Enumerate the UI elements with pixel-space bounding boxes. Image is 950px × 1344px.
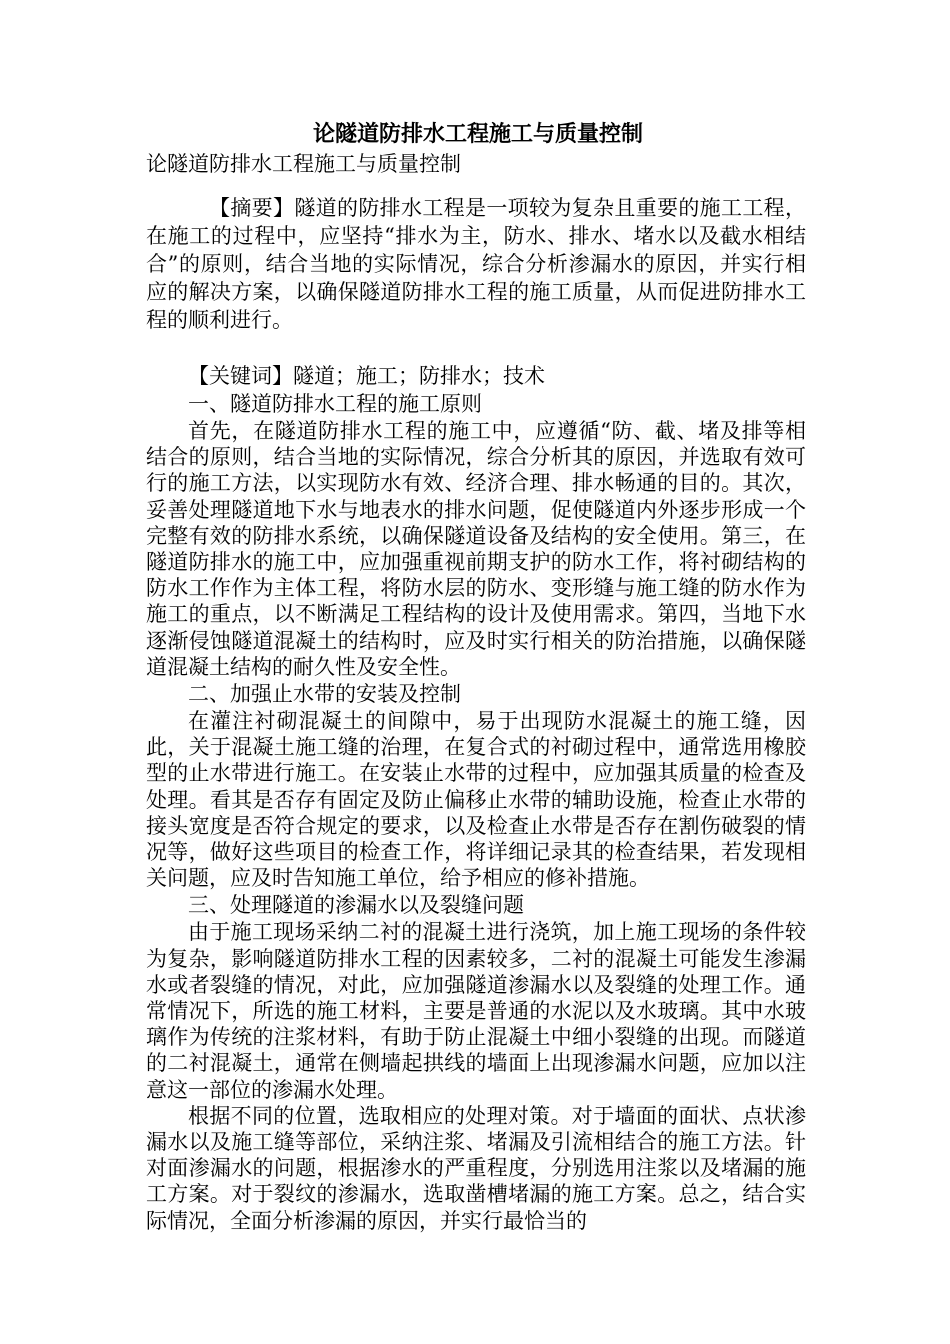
body-paragraph: 在灌注衬砌混凝土的间隙中，易于出现防水混凝土的施工缝，因此，关于混凝土施工缝的治理，在复合式的衬砌过程中，通常选用橡胶型的止水带进行施工。在安装止水带的过程中，应加强其质量的检查及处理。看其是否存有固定及防止偏移止水带的辅助设施，检查止水带的接头宽度是否符合规定的要求，以及检查止水带是否存在割伤破裂的情况等，做好这些项目的检查工作，将详细记录其的检查结果，若发现相关问题，应及时告知施工单位，给予相应的修补措施。: [146, 709, 806, 891]
section-3: [146, 891, 806, 1233]
section-1: [146, 390, 806, 680]
section-heading: 二、加强止水带的安装及控制: [188, 682, 461, 707]
body-paragraph: 由于施工现场采纳二衬的混凝土进行浇筑，加上施工现场的条件较为复杂，影响隧道防排水工程的因素较多，二衬的混凝土可能发生渗漏水或者裂缝的情况，对此，应加强隧道渗漏水以及裂缝的处理工作。通常情况下，所选的施工材料，主要是普通的水泥以及水玻璃。其中水玻璃作为传统的注浆材料，有助于防止混凝土中细小裂缝的出现。而隧道的二衬混凝土，通常在侧墙起拱线的墙面上出现渗漏水问题，应加以注意这一部位的渗漏水处理。: [146, 920, 806, 1102]
section-heading: 三、处理隧道的渗漏水以及裂缝问题: [188, 893, 524, 918]
document-subtitle: 论隧道防排水工程施工与质量控制: [146, 152, 461, 176]
body-paragraph: 首先，在隧道防排水工程的施工中，应遵循“防、截、堵及排等相结合的原则，结合当地的实际情况，综合分析其的原因，并选取有效可行的施工方法，以实现防水有效、经济合理、排水畅通的目的。其次，妥善处理隧道地下水与地表水的排水问题，促使隧道内外逐步形成一个完整有效的防排水系统，以确保隧道设备及结构的安全使用。第三，在隧道防排水的施工中，应加强重视前期支护的防水工作，将衬砌结构的防水工作作为主体工程，将防水层的防水、变形缝与施工缝的防水作为施工的重点，以不断满足工程结构的设计及使用需求。第四，当地下水逐渐侵蚀隧道混凝土的结构时，应及时实行相关的防治措施，以确保隧道混凝土结构的耐久性及安全性。: [146, 419, 806, 679]
body-paragraph: 根据不同的位置，选取相应的处理对策。对于墙面的面状、点状渗漏水以及施工缝等部位，采纳注浆、堵漏及引流相结合的施工方法。针对面渗漏水的问题，根据渗水的严重程度，分别选用注浆以及堵漏的施工方案。对于裂纹的渗漏水，选取凿槽堵漏的施工方案。总之，结合实际情况，全面分析渗漏的原因，并实行最恰当的: [146, 1103, 806, 1233]
section-2: [146, 680, 806, 891]
document-page: [146, 120, 806, 1234]
keywords-line: 【关键词】隧道；施工；防排水；技术: [188, 364, 545, 388]
section-heading: 一、隧道防排水工程的施工原则: [188, 392, 482, 416]
document-title: 论隧道防排水工程施工与质量控制: [312, 122, 643, 147]
abstract-paragraph: 【摘要】隧道的防排水工程是一项较为复杂且重要的施工工程，在施工的过程中，应坚持“排水为主，防水、排水、堵水以及截水相结合”的原则，结合当地的实际情况，综合分析渗漏水的原因，并实行相应的解决方案，以确保隧道防排水工程的施工质量，从而促进防排水工程的顺利进行。: [146, 196, 806, 332]
